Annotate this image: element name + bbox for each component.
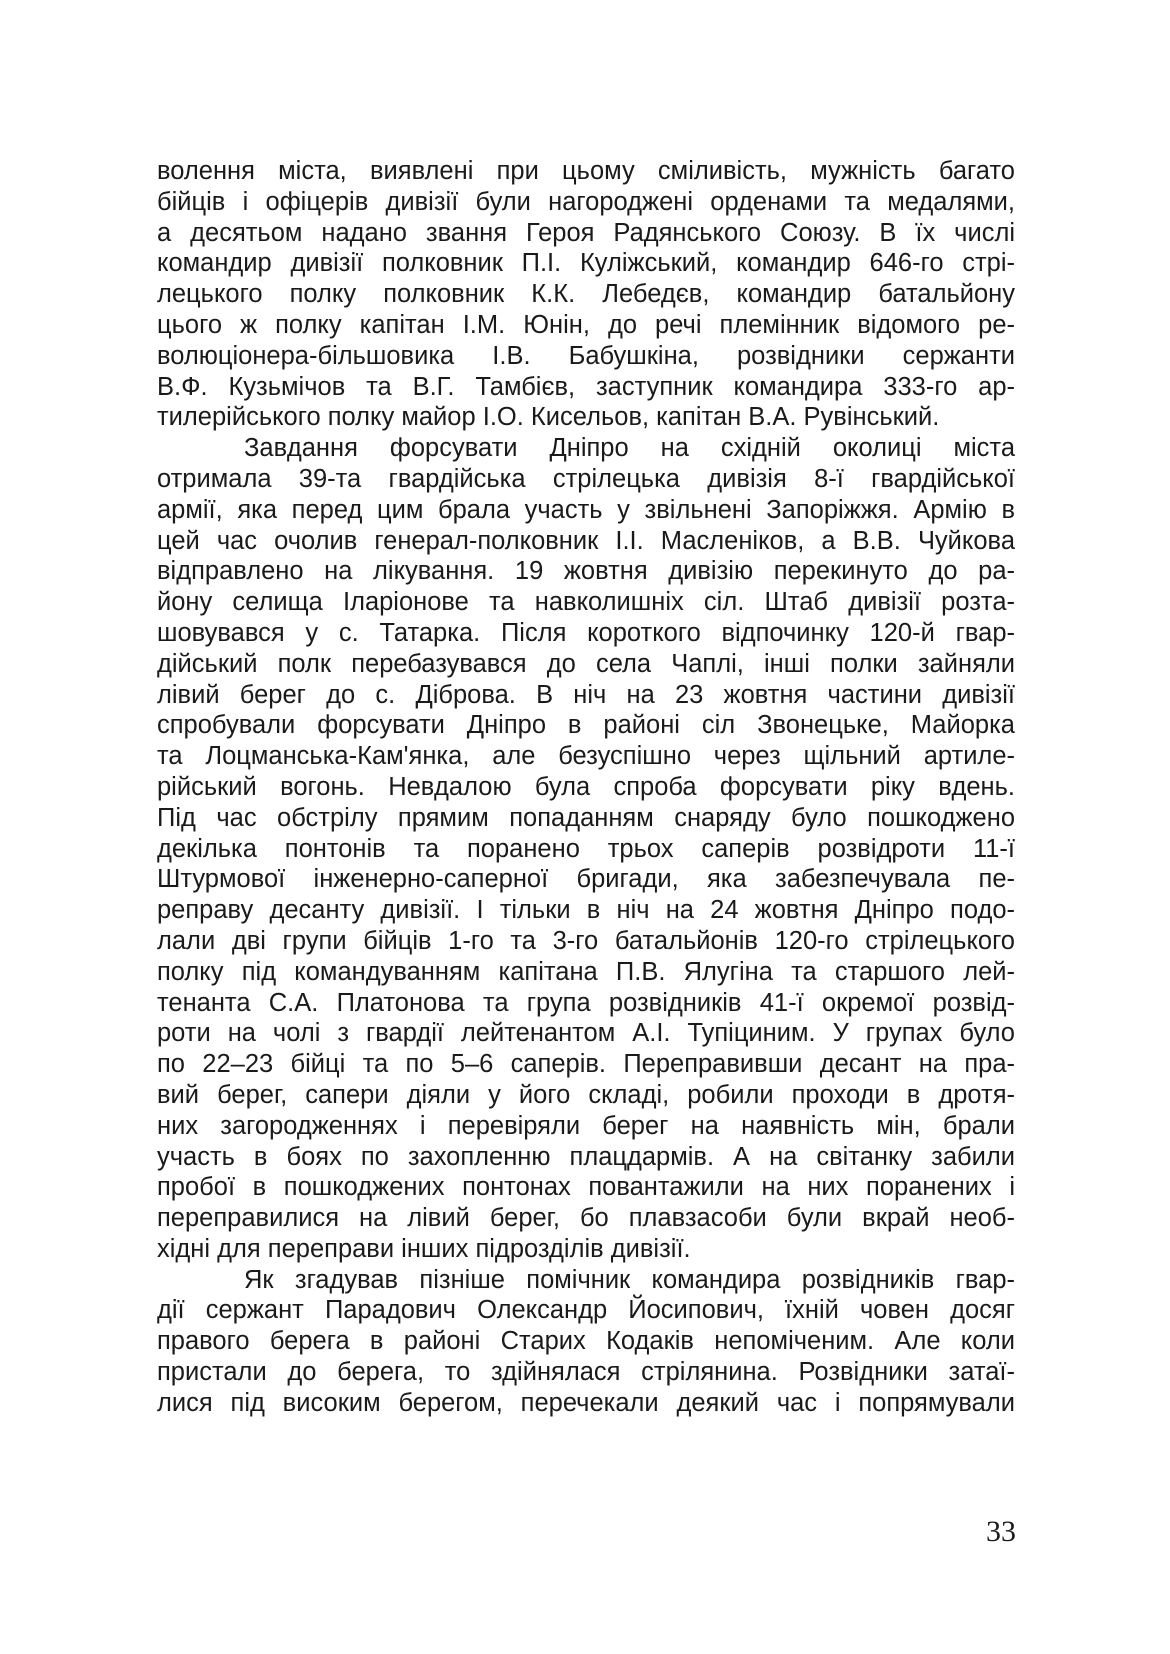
- text-line: Як згадував пізніше помічник командира розвідників гвар-: [244, 1265, 1015, 1294]
- paragraph: [157, 156, 1015, 433]
- text-line: лися під високим берегом, перечекали деякий час і попрямували: [157, 1388, 1015, 1417]
- text-line: командир дивізії полковник П.І. Куліжський, командир 646-го стрі-: [157, 249, 1015, 278]
- text-line: по 22–23 бійці та по 5–6 саперів. Переправивши десант на пра-: [157, 1050, 1015, 1079]
- text-line: тилерійського полку майор І.О. Кисельов, капітан В.А. Рувінський.: [157, 403, 940, 432]
- text-line: участь в боях по захопленню плацдармів. А на світанку забили: [157, 1142, 1015, 1171]
- text-line: а десятьом надано звання Героя Радянського Союзу. В їх числі: [157, 218, 1015, 247]
- text-line: пристали до берега, то здійнялася стрілянина. Розвідники затаї-: [157, 1358, 1015, 1387]
- text-line: дійський полк перебазувався до села Чаплі, інші полки зайняли: [157, 649, 1015, 678]
- text-line: волення міста, виявлені при цьому сміливість, мужність багато: [157, 157, 1015, 185]
- text-line: В.Ф. Кузьмічов та В.Г. Тамбієв, заступник командира 333-го ар-: [157, 372, 1015, 401]
- text-line: лали дві групи бійців 1-го та 3-го батальйонів 120-го стрілецького: [157, 926, 1015, 955]
- text-line: Під час обстрілу прямим попаданням снаряду було пошкоджено: [157, 803, 1015, 832]
- text-line: тенанта С.А. Платонова та група розвідників 41-ї окремої розвід-: [157, 988, 1015, 1017]
- text-line: них загородженнях і перевіряли берег на наявність мін, брали: [157, 1111, 1015, 1140]
- text-line: отримала 39-та гвардійська стрілецька дивізія 8-ї гвардійської: [157, 464, 1015, 493]
- text-line: правого берега в районі Старих Кодаків непоміченим. Але коли: [157, 1327, 1015, 1356]
- paragraph: [157, 433, 1015, 1265]
- text-line: хідні для переправи інших підрозділів дивізії.: [157, 1234, 691, 1263]
- text-line: вий берег, сапери діяли у його складі, робили проходи в дротя-: [157, 1080, 1015, 1109]
- text-line: цей час очолив генерал-полковник І.І. Масленіков, а В.В. Чуйкова: [157, 526, 1015, 555]
- text-line: декілька понтонів та поранено трьох саперів розвідроти 11-ї: [157, 834, 1015, 863]
- text-line: цього ж полку капітан І.М. Юнін, до речі племінник відомого ре-: [157, 310, 1015, 339]
- text-line: Завдання форсувати Дніпро на східній околиці міста: [244, 434, 1015, 463]
- text-line: рійський вогонь. Невдалою була спроба форсувати ріку вдень.: [157, 772, 1015, 801]
- text-line: дії сержант Парадович Олександр Йосипович, їхній човен досяг: [157, 1296, 1015, 1325]
- text-line: відправлено на лікування. 19 жовтня дивізію перекинуто до ра-: [157, 557, 1015, 586]
- body-text: [157, 156, 1015, 1419]
- text-line: шовувався у с. Татарка. Після короткого відпочинку 120-й гвар-: [157, 618, 1015, 647]
- text-line: армії, яка перед цим брала участь у звільнені Запоріжжя. Армію в: [157, 495, 1015, 524]
- text-line: волюціонера-більшовика І.В. Бабушкіна, розвідники сержанти: [157, 341, 1015, 370]
- text-line: йону селища Іларіонове та навколишніх сіл. Штаб дивізії розта-: [157, 588, 1015, 617]
- text-line: лівий берег до с. Діброва. В ніч на 23 жовтня частини дивізії: [157, 680, 1015, 709]
- text-line: полку під командуванням капітана П.В. Ялугіна та старшого лей-: [157, 957, 1015, 986]
- paragraph: [157, 1265, 1015, 1419]
- text-line: та Лоцманська-Кам'янка, але безуспішно через щільний артиле-: [157, 742, 1015, 771]
- text-line: бійців і офіцерів дивізії були нагороджені орденами та медалями,: [157, 187, 1015, 216]
- text-line: роти на чолі з гвардії лейтенантом А.І. Тупіциним. У групах було: [157, 1019, 1015, 1048]
- text-line: пробої в пошкоджених понтонах повантажили на них поранених і: [157, 1173, 1015, 1202]
- page-number: 33: [986, 1515, 1016, 1548]
- text-line: лецького полку полковник К.К. Лебедєв, командир батальйону: [157, 280, 1015, 309]
- text-line: реправу десанту дивізії. І тільки в ніч на 24 жовтня Дніпро подо-: [157, 896, 1015, 925]
- text-line: Штурмової інженерно-саперної бригади, яка забезпечувала пе-: [157, 865, 1015, 894]
- text-line: спробували форсувати Дніпро в районі сіл Звонецьке, Майорка: [157, 711, 1015, 740]
- text-line: переправилися на лівий берег, бо плавзасоби були вкрай необ-: [157, 1204, 1015, 1233]
